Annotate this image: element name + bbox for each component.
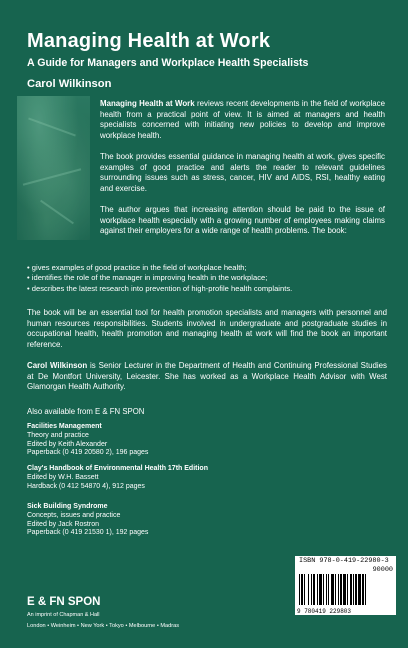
- related-book-line: Concepts, issues and practice: [27, 511, 121, 519]
- book-subtitle: A Guide for Managers and Workplace Health Specialists: [27, 57, 309, 69]
- book-title: Managing Health at Work: [27, 30, 271, 52]
- related-book-line: Hardback (0 412 54870 4), 912 pages: [27, 482, 145, 490]
- publisher-imprint: An imprint of Chapman & Hall: [27, 612, 100, 618]
- related-book-line: Paperback (0 419 20580 2), 196 pages: [27, 449, 149, 457]
- price-code: 90000: [372, 566, 393, 574]
- list-item: • gives examples of good practice in the field of workplace health;: [27, 263, 387, 273]
- bio-text: is Senior Lecturer in the Department of Health and Continuing Professional Studies at De Montfort University, Leicester. She has worked as a Workplace Health Advisor with West Glamorgan Health Authority.: [27, 361, 387, 392]
- related-book: [27, 423, 148, 458]
- related-book-line: Edited by W.H. Bassett: [27, 473, 99, 481]
- feature-list: [27, 263, 387, 294]
- related-book-title: Sick Building Syndrome: [27, 503, 108, 510]
- barcode-number: 9 780419 229803: [297, 608, 352, 615]
- intro-title: Managing Health at Work: [100, 99, 195, 108]
- related-book-line: Edited by Jack Rostron: [27, 520, 99, 528]
- author-bio: [27, 361, 387, 393]
- related-book-title: Clay's Handbook of Environmental Health 17th Edition: [27, 465, 208, 472]
- audience-paragraph: The book will be an essential tool for health promotion specialists and managers with personnel and human resources responsibilities. Students involved in undergraduate and postgraduate studies in occupational health, health promotion and managing health at work will find the book an important reference.: [27, 308, 387, 349]
- barcode: [295, 556, 396, 615]
- guidance-paragraph: The book provides essential guidance in managing health at work, gives specific examples of good practice and alerts the reader to relevant guidelines surrounding issues such as stress, cancer, HIV and AIDS, RSI, healthy eating and exercise.: [100, 152, 385, 193]
- related-book-line: Theory and practice: [27, 431, 89, 439]
- book-author: Carol Wilkinson: [27, 78, 112, 90]
- bio-name: Carol Wilkinson: [27, 361, 88, 370]
- list-item: • identifies the role of the manager in improving health in the workplace;: [27, 273, 387, 283]
- intro-paragraph: [100, 99, 385, 141]
- related-book: [27, 503, 148, 538]
- argues-paragraph: The author argues that increasing attention should be paid to the issue of workplace health especially with a growing number of employees making claims against their employers for a wide range of health problems. The book:: [100, 205, 385, 236]
- related-book-title: Facilities Management: [27, 423, 102, 430]
- related-book: [27, 465, 208, 491]
- publisher-cities: London • Weinheim • New York • Tokyo • Melbourne • Madras: [27, 623, 179, 629]
- cover-photo: [17, 96, 90, 240]
- list-item: • describes the latest research into prevention of high-profile health complaints.: [27, 284, 387, 294]
- related-book-line: Edited by Keith Alexander: [27, 440, 108, 448]
- publisher-logo: E & FN SPON: [27, 596, 101, 608]
- barcode-icon: [299, 574, 392, 605]
- related-book-line: Paperback (0 419 21530 1), 192 pages: [27, 529, 149, 537]
- isbn-number: ISBN 978-0-419-22980-3: [299, 557, 389, 565]
- intro-text: reviews recent developments in the field of workplace health from a practical point of view. It is aimed at managers and health specialists concerned with initiating new policies to develop and improve workplace health.: [100, 99, 385, 140]
- also-available-heading: Also available from E & FN SPON: [27, 407, 145, 416]
